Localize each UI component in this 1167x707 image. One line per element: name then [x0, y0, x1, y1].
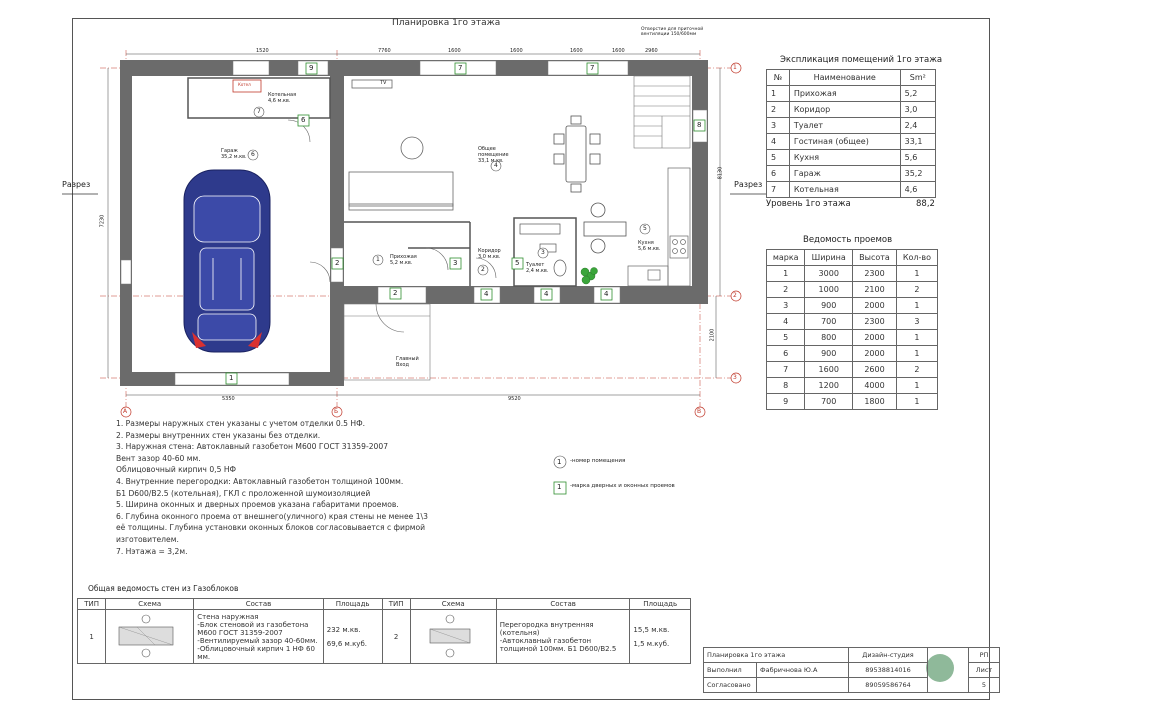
walls-table-title: Общая ведомость стен из Газоблоков	[88, 584, 239, 593]
room-label-obshee: Общее помещение 33,1 м.кв.	[478, 146, 509, 164]
room-num-7: 7	[257, 108, 261, 115]
axis-3: 3	[733, 374, 737, 381]
table-row: 5 800 2000 1	[767, 330, 938, 346]
opening-mark-5: 5	[515, 259, 520, 267]
wall-area-2: 15,5 м.кв. 1,5 м.куб.	[630, 610, 691, 664]
room-num-6: 6	[251, 151, 255, 158]
opening-mark-7b: 7	[590, 64, 595, 72]
dim-top-7: 2960	[645, 48, 658, 54]
dim-side-2: 8130	[717, 166, 724, 180]
opening-mark-1: 1	[229, 374, 234, 382]
table-row: 8 1200 4000 1	[767, 378, 938, 394]
dim-side-1: 7230	[99, 214, 106, 228]
table-row: 1 Прихожая 5,2	[767, 86, 936, 102]
opening-mark-2a: 2	[335, 259, 340, 267]
axis-1: 1	[733, 64, 737, 71]
table-row: № Наименование Sm²	[767, 70, 936, 86]
explication-title: Экспликация помещений 1го этажа	[780, 55, 943, 65]
table-row: 2 Коридор 3,0	[767, 102, 936, 118]
explication-total-label: Уровень 1го этажа	[766, 199, 851, 209]
table-row: Выполнил Фабричнова Ю.А 89538814016 Лист	[704, 663, 1000, 678]
dim-side-3: 2100	[709, 328, 716, 342]
table-row: 4 700 2300 3	[767, 314, 938, 330]
table-row: 9 700 1800 1	[767, 394, 938, 410]
section-label-left: Разрез	[62, 180, 91, 189]
room-num-4: 4	[494, 162, 498, 169]
vent-note: Отверстие для приточной вентиляции 150/600мм	[641, 27, 704, 37]
openings-table	[766, 249, 938, 410]
table-row: 3 Туалет 2,4	[767, 118, 936, 134]
dim-top-4: 1600	[510, 48, 523, 54]
room-label-prihozhaya: Прихожая 5,2 м.кв.	[390, 254, 417, 266]
table-row: марка Ширина Высота Кол-во	[767, 250, 938, 266]
table-row: 2 1000 2100 2	[767, 282, 938, 298]
wall-scheme-icon	[109, 613, 183, 659]
logo-text: LINII	[1156, 664, 1167, 670]
opening-mark-8: 8	[697, 121, 702, 129]
legend-room-text: -номер помещения	[570, 458, 626, 464]
room-label-kotelnaya: Котельная 4,6 м.кв.	[268, 92, 297, 104]
room-label-garazh: Гараж 35,2 м.кв.	[221, 148, 247, 160]
entrance-label: Главный Вход	[396, 356, 419, 368]
table-row: ТИП Схема Состав Площадь ТИП Схема Состав Площадь	[78, 599, 691, 610]
wall-scheme-2	[410, 610, 496, 664]
table-row: 7 1600 2600 2	[767, 362, 938, 378]
axis-a: А	[123, 408, 128, 415]
general-notes: 1. Размеры наружных стен указаны с учетом отделки 0.5 НФ. 2. Размеры внутренних стен указаны без отделки. 3. Наружная стена: Автоклавный газобетон М600 ГОСТ 31359-2007 Вент зазор 40-60 мм. Облицовочный кирпич 0,5 НФ 4. Внутренние перегородки: Автоклавный газобетон толщиной 100мм. Б1 D600/B2.5 (котельная), ГКЛ с проложенной шумоизоляцией 5. Ширина оконных и дверных проемов указана габаритами проемов. 6. Глубина оконного проема от внешнего(уличного) края стены не менее 1\3 её толщины. Глубина установки оконных блоков согласовывается с фирмой изготовителем. 7. Нэтажа = 3,2м.	[116, 419, 428, 556]
room-num-2: 2	[481, 266, 485, 273]
room-num-3: 3	[541, 249, 545, 256]
boiler-label: Котел	[238, 82, 251, 87]
room-num-5: 5	[643, 225, 647, 232]
table-row: 6 Гараж 35,2	[767, 166, 936, 182]
table-row: 5 Кухня 5,6	[767, 150, 936, 166]
dim-top-6: 1600	[612, 48, 625, 54]
sheet-title: Планировка 1го этажа	[392, 18, 501, 28]
axis-b: Б	[334, 408, 339, 415]
dim-top-5: 1600	[570, 48, 583, 54]
title-block	[703, 647, 1167, 693]
dim-bottom-2: 9520	[508, 396, 521, 402]
explication-total-value: 88,2	[916, 199, 935, 209]
wall-area-1: 232 м.кв. 69,6 м.куб.	[323, 610, 382, 664]
wall-composition-2: Перегородка внутренняя (котельня) -Автоклавный газобетон толщиной 100мм. Б1 D600/B2.5	[496, 610, 630, 664]
dim-top-2: 7760	[378, 48, 391, 54]
axis-2: 2	[733, 292, 737, 299]
opening-mark-9: 9	[309, 64, 314, 72]
dim-top-1: 1520	[256, 48, 269, 54]
opening-mark-2b: 2	[393, 289, 398, 297]
legend-room-num: 1	[557, 458, 562, 466]
axis-v: В	[697, 408, 702, 415]
dim-bottom-1: 5350	[222, 396, 235, 402]
table-row: Планировка 1го этажа Дизайн-студия LINII РП	[704, 648, 1000, 663]
room-label-kuhnya: Кухня 5,6 м.кв.	[638, 240, 661, 252]
explication-table	[766, 69, 936, 198]
openings-title: Ведомость проемов	[803, 235, 893, 245]
room-label-tualet: Туалет 2,4 м.кв.	[526, 262, 549, 274]
legend-opening-num: 1	[557, 483, 562, 491]
wall-composition-1: Стена наружная -Блок стеновой из газобетона М600 ГОСТ 31359-2007 -Вентилируемый зазор 40-60мм. -Облицовочный кирпич 1 НФ 60 мм.	[194, 610, 323, 664]
opening-mark-4a: 4	[484, 290, 489, 298]
partition-scheme-icon	[414, 613, 486, 659]
section-label-right: Разрез	[734, 180, 763, 189]
opening-mark-4b: 4	[544, 290, 549, 298]
tv-label: TV	[380, 80, 387, 86]
table-row: 1 3000 2300 1	[767, 266, 938, 282]
room-label-koridor: Коридор 3,0 м.кв.	[478, 248, 501, 260]
walls-table	[77, 598, 691, 664]
opening-mark-4c: 4	[604, 290, 609, 298]
table-row: 4 Гостиная (общее) 33,1	[767, 134, 936, 150]
car-icon	[184, 170, 270, 352]
opening-mark-7a: 7	[458, 64, 463, 72]
wall-scheme-1	[106, 610, 194, 664]
table-row: 1 Стена наружная -Блок стеновой из газобетона М600 ГОСТ 31359-2007 -Вентилируемый зазор 40-60мм. -Облицовочный кирпич 1 НФ 60 мм. 232 м.кв. 69,6 м.куб. 2 Перегородка внутренняя (котельня) -Автоклавный газобетон толщиной 100мм. Б1 D600/B2.5 15,5 м.кв. 1,5 м.куб.	[78, 610, 691, 664]
table-row: 3 900 2000 1	[767, 298, 938, 314]
table-row: 6 900 2000 1	[767, 346, 938, 362]
opening-mark-6: 6	[301, 116, 306, 124]
legend-opening-text: -марка дверных и оконных проемов	[570, 483, 675, 489]
room-num-1: 1	[376, 256, 380, 263]
dim-top-3: 1600	[448, 48, 461, 54]
table-row: 7 Котельная 4,6	[767, 182, 936, 198]
table-row: Согласовано 89059586764 5	[704, 678, 1000, 693]
opening-mark-3: 3	[453, 259, 458, 267]
